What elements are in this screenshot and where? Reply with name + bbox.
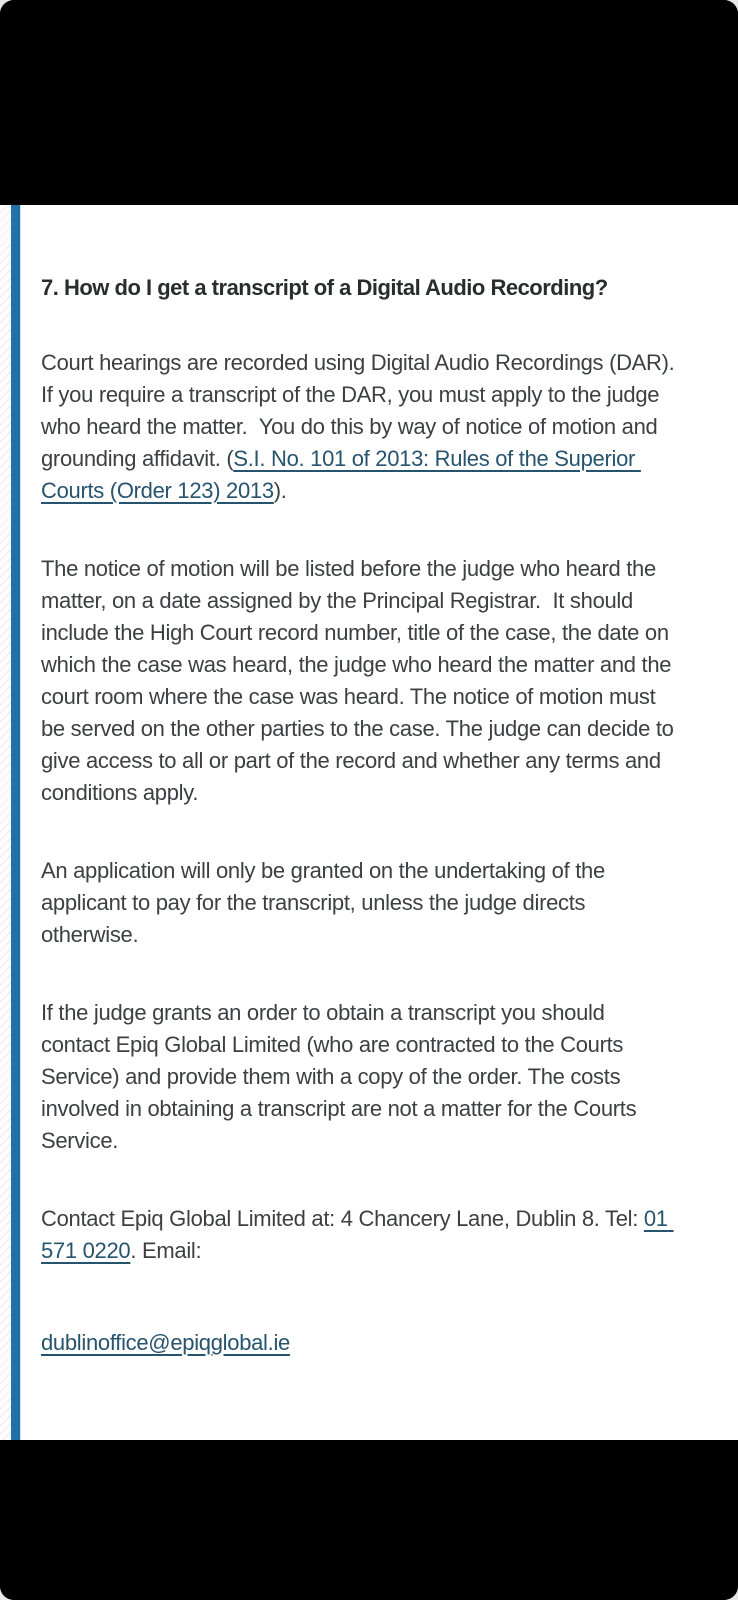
phone-link[interactable]: 01 571 0220 (41, 1206, 674, 1263)
paragraph-epiq-order: If the judge grants an order to obtain a transcript you should contact Epiq Global Limited (who are contracted to the Courts Service) and provide them with a copy of the order. The costs involved in obtaining a transcript are not a matter for the Courts Service. (41, 1000, 643, 1153)
paragraph-application-undertaking: An application will only be granted on the undertaking of the applicant to pay for the transcript, unless the judge directs otherwise. (41, 858, 611, 947)
top-black-panel (0, 0, 738, 205)
paragraph-contact-details (41, 1203, 678, 1267)
bottom-black-panel (0, 1440, 738, 1600)
paragraph-dar-intro (41, 347, 687, 507)
content-panel (0, 205, 738, 1440)
paragraph-text: . Email: (130, 1238, 202, 1263)
si-rules-link[interactable]: S.I. No. 101 of 2013: Rules of the Superior Courts (Order 123) 2013 (41, 446, 641, 503)
paragraph-text: Court hearings are recorded using Digital Audio Recordings (DAR). If you require a transcript of the DAR, you must apply to the judge who heard the matter. You do this by way of notice of motion and grounding affidavit. ( (41, 350, 687, 471)
faq-article (21, 205, 738, 1440)
page-background-stripes (0, 205, 11, 1440)
section-heading: 7. How do I get a transcript of a Digital Audio Recording? (41, 275, 608, 300)
paragraph-text: Contact Epiq Global Limited at: 4 Chancery Lane, Dublin 8. Tel: (41, 1206, 644, 1231)
paragraph-email (41, 1327, 678, 1359)
accent-bar (11, 205, 21, 1440)
paragraph-text: ). (273, 478, 287, 503)
paragraph-notice-of-motion: The notice of motion will be listed before the judge who heard the matter, on a date assigned by the Principal Registrar. It should include the High Court record number, title of the case, the date on which the case was heard, the judge who heard the matter and the court room where the case was heard. The notice of motion must be served on the other parties to the case. The judge can decide to give access to all or part of the record and whether any terms and conditions apply. (41, 556, 680, 805)
email-link[interactable]: dublinoffice@epiqglobal.ie (41, 1330, 290, 1355)
